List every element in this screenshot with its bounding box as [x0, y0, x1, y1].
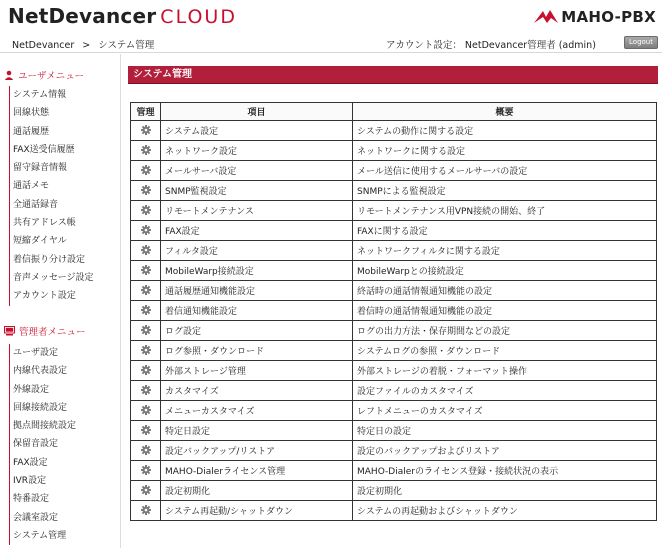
gear-icon[interactable] [141, 186, 151, 196]
table-header-row [131, 103, 657, 121]
gear-icon[interactable] [141, 286, 151, 296]
summary-cell: 設定初期化 [353, 481, 657, 501]
main-content [128, 66, 658, 517]
table-row [131, 361, 657, 381]
summary-cell: システムの動作に関する設定 [353, 121, 657, 141]
manage-cell [131, 181, 161, 201]
admin-menu-header: 管理者メニュー [4, 323, 86, 339]
gear-icon[interactable] [141, 166, 151, 176]
gear-icon[interactable] [141, 146, 151, 156]
summary-cell: 特定日の設定 [353, 421, 657, 441]
header-item: 項目 [161, 103, 353, 121]
table-row [131, 401, 657, 421]
breadcrumb-root[interactable]: NetDevancer [12, 40, 75, 51]
admin-menu-item[interactable]: 特番設定 [9, 490, 119, 508]
summary-cell: MAHO-Dialerのライセンス登録・接続状況の表示 [353, 461, 657, 481]
user-menu-item[interactable]: FAX送受信履歴 [9, 141, 119, 159]
user-menu-item[interactable]: 通話メモ [9, 177, 119, 195]
table-row [131, 301, 657, 321]
summary-cell: システムの再起動およびシャットダウン [353, 501, 657, 521]
manage-cell [131, 141, 161, 161]
table-row [131, 441, 657, 461]
summary-cell: MobileWarpとの接続設定 [353, 261, 657, 281]
summary-cell: レフトメニューのカスタマイズ [353, 401, 657, 421]
table-row [131, 121, 657, 141]
item-cell: MAHO-Dialerライセンス管理 [161, 461, 353, 481]
summary-cell: システムログの参照・ダウンロード [353, 341, 657, 361]
summary-cell: 終話時の通話情報通知機能の設定 [353, 281, 657, 301]
table-row [131, 221, 657, 241]
item-cell: カスタマイズ [161, 381, 353, 401]
item-cell: 通話履歴通知機能設定 [161, 281, 353, 301]
manage-cell [131, 161, 161, 181]
admin-menu-item[interactable]: 拠点間接続設定 [9, 417, 119, 435]
gear-icon[interactable] [141, 306, 151, 316]
summary-cell: ネットワークフィルタに関する設定 [353, 241, 657, 261]
item-cell: 設定初期化 [161, 481, 353, 501]
gear-icon[interactable] [141, 366, 151, 376]
summary-cell: リモートメンテナンス用VPN接続の開始、終了 [353, 201, 657, 221]
table-row [131, 341, 657, 361]
manage-cell [131, 341, 161, 361]
summary-cell: 設定ファイルのカスタマイズ [353, 381, 657, 401]
section-title-bar: システム管理 [128, 66, 658, 84]
user-menu-item[interactable]: 回線状態 [9, 104, 119, 122]
manage-cell [131, 461, 161, 481]
item-cell: システム再起動/シャットダウン [161, 501, 353, 521]
account-settings-link[interactable]: アカウント設定： NetDevancer管理者 (admin) [386, 40, 596, 51]
admin-menu-item[interactable]: 内線代表設定 [9, 362, 119, 380]
manage-cell [131, 321, 161, 341]
table-row [131, 181, 657, 201]
summary-cell: メール送信に使用するメールサーバの設定 [353, 161, 657, 181]
gear-icon[interactable] [141, 326, 151, 336]
gear-icon[interactable] [141, 126, 151, 136]
user-menu-item[interactable]: 短縮ダイヤル [9, 232, 119, 250]
admin-menu-item[interactable]: 回線接続設定 [9, 399, 119, 417]
summary-cell: FAXに関する設定 [353, 221, 657, 241]
item-cell: FAX設定 [161, 221, 353, 241]
table-row [131, 421, 657, 441]
user-menu-item[interactable]: 全通話録音 [9, 196, 119, 214]
gear-icon[interactable] [141, 486, 151, 496]
gear-icon[interactable] [141, 346, 151, 356]
item-cell: メニューカスタマイズ [161, 401, 353, 421]
manage-cell [131, 301, 161, 321]
user-menu-header: ユーザメニュー [4, 67, 84, 83]
table-row [131, 261, 657, 281]
item-cell: ログ設定 [161, 321, 353, 341]
user-menu-item[interactable]: 共有アドレス帳 [9, 214, 119, 232]
manage-cell [131, 201, 161, 221]
manage-cell [131, 481, 161, 501]
manage-cell [131, 361, 161, 381]
item-cell: 設定バックアップ/リストア [161, 441, 353, 461]
item-cell: 着信通知機能設定 [161, 301, 353, 321]
gear-icon[interactable] [141, 206, 151, 216]
item-cell: SNMP監視設定 [161, 181, 353, 201]
summary-cell: 着信時の通話情報通知機能の設定 [353, 301, 657, 321]
table-row [131, 461, 657, 481]
manage-cell [131, 241, 161, 261]
manage-cell [131, 121, 161, 141]
brand-logo[interactable]: NetDevancer CLOUD [8, 4, 237, 28]
manage-cell [131, 281, 161, 301]
manage-cell [131, 381, 161, 401]
monitor-icon [4, 326, 15, 336]
admin-menu-item[interactable]: 外線設定 [9, 381, 119, 399]
table-row [131, 201, 657, 221]
gear-icon[interactable] [141, 406, 151, 416]
maho-pbx-logo: MAHO-PBX [533, 7, 656, 27]
gear-icon[interactable] [141, 446, 151, 456]
admin-menu-list [9, 344, 119, 545]
table-row [131, 321, 657, 341]
manage-cell [131, 401, 161, 421]
user-menu-item[interactable]: 着信振り分け設定 [9, 251, 119, 269]
summary-cell: ネットワークに関する設定 [353, 141, 657, 161]
user-menu-item[interactable]: 音声メッセージ設定 [9, 269, 119, 287]
gear-icon[interactable] [141, 506, 151, 516]
breadcrumb-current: システム管理 [98, 40, 155, 51]
breadcrumb-separator: > [82, 40, 91, 51]
table-row [131, 241, 657, 261]
manage-cell [131, 421, 161, 441]
item-cell: メールサーバ設定 [161, 161, 353, 181]
summary-cell: SNMPによる監視設定 [353, 181, 657, 201]
admin-menu-item[interactable]: 会議室設定 [9, 509, 119, 527]
manage-cell [131, 221, 161, 241]
admin-menu-item[interactable]: ユーザ設定 [9, 344, 119, 362]
table-row [131, 281, 657, 301]
user-menu-list [9, 86, 119, 306]
system-management-table [130, 102, 657, 521]
admin-menu-item[interactable]: システム管理 [9, 527, 119, 545]
gear-icon[interactable] [141, 226, 151, 236]
admin-menu-item[interactable]: FAX設定 [9, 454, 119, 472]
item-cell: ログ参照・ダウンロード [161, 341, 353, 361]
gear-icon[interactable] [141, 386, 151, 396]
manage-cell [131, 441, 161, 461]
item-cell: ネットワーク設定 [161, 141, 353, 161]
header-summary: 概要 [353, 103, 657, 121]
summary-cell: ログの出力方法・保存期間などの設定 [353, 321, 657, 341]
table-row [131, 381, 657, 401]
item-cell: リモートメンテナンス [161, 201, 353, 221]
admin-menu-item[interactable]: 保留音設定 [9, 435, 119, 453]
manage-cell [131, 501, 161, 521]
header-manage: 管理 [131, 103, 161, 121]
user-icon [4, 70, 14, 80]
user-menu-item[interactable]: システム情報 [9, 86, 119, 104]
user-menu-item[interactable]: 通話履歴 [9, 123, 119, 141]
bird-icon [533, 8, 559, 26]
header [0, 0, 662, 33]
item-cell: MobileWarp接続設定 [161, 261, 353, 281]
logout-button[interactable]: Logout [624, 36, 658, 49]
item-cell: 外部ストレージ管理 [161, 361, 353, 381]
gear-icon[interactable] [141, 466, 151, 476]
sidebar [0, 54, 121, 548]
user-menu-item[interactable]: アカウント設定 [9, 287, 119, 305]
admin-menu-item[interactable]: IVR設定 [9, 472, 119, 490]
breadcrumb [12, 37, 154, 51]
gear-icon[interactable] [141, 426, 151, 436]
item-cell: 特定日設定 [161, 421, 353, 441]
table-row [131, 161, 657, 181]
summary-cell: 外部ストレージの着脱・フォーマット操作 [353, 361, 657, 381]
user-menu-item[interactable]: 留守録音情報 [9, 159, 119, 177]
table-row [131, 481, 657, 501]
item-cell: フィルタ設定 [161, 241, 353, 261]
manage-cell [131, 261, 161, 281]
item-cell: システム設定 [161, 121, 353, 141]
gear-icon[interactable] [141, 266, 151, 276]
summary-cell: 設定のバックアップおよびリストア [353, 441, 657, 461]
table-row [131, 141, 657, 161]
table-row [131, 501, 657, 521]
gear-icon[interactable] [141, 246, 151, 256]
sub-header [0, 33, 662, 53]
